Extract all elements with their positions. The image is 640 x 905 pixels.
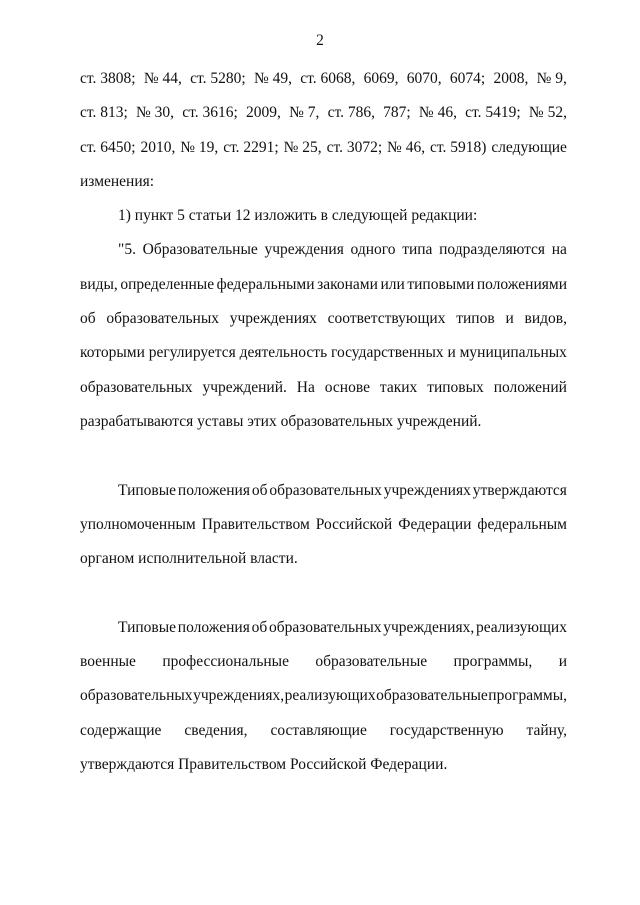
intro-line-1 xyxy=(80,68,567,102)
word: № 46, xyxy=(418,104,457,122)
document-body xyxy=(80,68,567,788)
word: и xyxy=(505,310,514,328)
word: ст. 813; xyxy=(80,104,128,122)
word: образовательные xyxy=(376,687,488,705)
word: виды, xyxy=(80,275,118,293)
word: на xyxy=(551,241,567,259)
word: учреждениях, xyxy=(383,618,475,636)
word: образовательных xyxy=(80,378,193,396)
word: ст. 6450; xyxy=(80,138,136,156)
para3-line-4 xyxy=(80,720,567,754)
word: учреждений. xyxy=(202,378,287,396)
para2-line-last: органом исполнительной власти. xyxy=(80,550,298,568)
word: следующие xyxy=(491,138,567,156)
word: Образовательные xyxy=(142,241,258,259)
word: реализующих xyxy=(475,618,567,636)
word: ст. 3072; xyxy=(326,138,383,156)
word: Российской xyxy=(315,515,393,533)
word: учреждения xyxy=(264,241,344,259)
word: федеральным xyxy=(477,515,567,533)
word: образовательные xyxy=(315,653,428,671)
para1-line-1 xyxy=(80,239,567,273)
word: учреждениях xyxy=(229,310,317,328)
para2-line-1 xyxy=(80,480,567,514)
word: № 19, xyxy=(180,138,219,156)
word: Типовые xyxy=(118,481,177,499)
word: тайну, xyxy=(526,721,567,739)
word: типовых xyxy=(427,378,484,396)
word: ст. 6068, xyxy=(300,70,356,87)
intro-line-last: изменения: xyxy=(80,172,155,190)
word: уполномоченным xyxy=(80,515,196,533)
word: программы, xyxy=(488,687,567,705)
word: ст. 5918) xyxy=(430,138,487,156)
word: № 46, xyxy=(387,138,426,156)
word: таких xyxy=(379,378,418,396)
word: Правительством xyxy=(201,515,310,533)
word: № 49, xyxy=(253,70,292,87)
word: ст. 5280; xyxy=(190,70,246,87)
word: ст. 3616; xyxy=(182,104,238,122)
word: 2010, xyxy=(140,138,176,156)
word: образовательных xyxy=(269,481,382,499)
word: 2008, xyxy=(493,70,529,87)
word: положениями xyxy=(476,275,567,293)
word: На xyxy=(296,378,315,396)
word: образовательных xyxy=(80,687,193,705)
word: № 7, xyxy=(289,104,320,122)
word: одного xyxy=(350,241,396,259)
word: "5. xyxy=(118,241,136,259)
word: образовательных xyxy=(268,618,382,636)
word: Типовые xyxy=(118,618,177,636)
word: подразделяются xyxy=(439,241,546,259)
word: 2009, xyxy=(246,104,281,122)
word: положения xyxy=(177,481,250,499)
word: муниципальных xyxy=(459,344,567,362)
word: об xyxy=(251,618,268,636)
word: типов xyxy=(456,310,495,328)
word: составляющие xyxy=(270,721,367,739)
word: федеральными xyxy=(216,275,315,293)
word: учреждениях xyxy=(383,481,471,499)
para1-line-4 xyxy=(80,342,567,376)
para3-line-last: утверждаются Правительством Российской Федерации. xyxy=(80,755,448,773)
word: 6074; xyxy=(449,70,486,87)
word: государственную xyxy=(389,721,504,739)
intro-line-3 xyxy=(80,137,567,171)
word: соответствующих xyxy=(327,310,446,328)
para3-line-1 xyxy=(80,617,567,651)
word: военные xyxy=(80,653,136,671)
word: профессиональные xyxy=(162,653,289,671)
intro-line-2 xyxy=(80,102,567,136)
word: ст. 5419; xyxy=(465,104,521,122)
word: № 52, xyxy=(528,104,567,122)
word: утверждаются xyxy=(472,481,567,499)
word: положения xyxy=(177,618,250,636)
word: об xyxy=(80,310,96,328)
word: или xyxy=(380,275,405,293)
word: № 44, xyxy=(143,70,182,87)
para1-line-5 xyxy=(80,377,567,411)
paragraph-gap xyxy=(80,582,567,616)
word: учреждениях, xyxy=(193,687,285,705)
word: содержащие xyxy=(80,721,162,739)
word: типа xyxy=(402,241,433,259)
word: видов, xyxy=(524,310,567,328)
word: определенные xyxy=(120,275,215,293)
word: положений xyxy=(493,378,567,396)
page-number: 2 xyxy=(316,32,324,49)
word: основе xyxy=(324,378,370,396)
word: регулируется xyxy=(148,344,236,362)
word: государственных xyxy=(331,344,444,362)
word: которыми xyxy=(80,344,145,362)
word: программы, xyxy=(453,653,533,671)
para3-line-2 xyxy=(80,651,567,685)
word: 6069, xyxy=(363,70,399,87)
paragraph-gap xyxy=(80,445,567,479)
word: и xyxy=(558,653,567,671)
word: 6070, xyxy=(406,70,442,87)
word: ст. 3808; xyxy=(80,70,136,87)
word: и xyxy=(447,344,456,362)
word: № 9, xyxy=(536,70,567,87)
word: Федерации xyxy=(398,515,472,533)
word: об xyxy=(251,481,268,499)
word: № 30, xyxy=(136,104,175,122)
word: 787; xyxy=(383,104,411,122)
para2-line-2 xyxy=(80,514,567,548)
word: деятельность xyxy=(239,344,328,362)
word: ст. 786, xyxy=(327,104,375,122)
word: типовыми xyxy=(407,275,475,293)
word: сведения, xyxy=(184,721,248,739)
word: законами xyxy=(317,275,378,293)
para1-line-2 xyxy=(80,274,567,308)
para1-line-3 xyxy=(80,308,567,342)
word: № 25, xyxy=(283,138,322,156)
para3-line-3 xyxy=(80,685,567,719)
word: ст. 2291; xyxy=(223,138,279,156)
word: реализующих xyxy=(284,687,376,705)
amendment-item-1: 1) пункт 5 статьи 12 изложить в следующей редакции: xyxy=(118,207,478,225)
word: образовательных xyxy=(106,310,219,328)
para1-line-last: разрабатываются уставы этих образовательных учреждений. xyxy=(80,412,482,430)
